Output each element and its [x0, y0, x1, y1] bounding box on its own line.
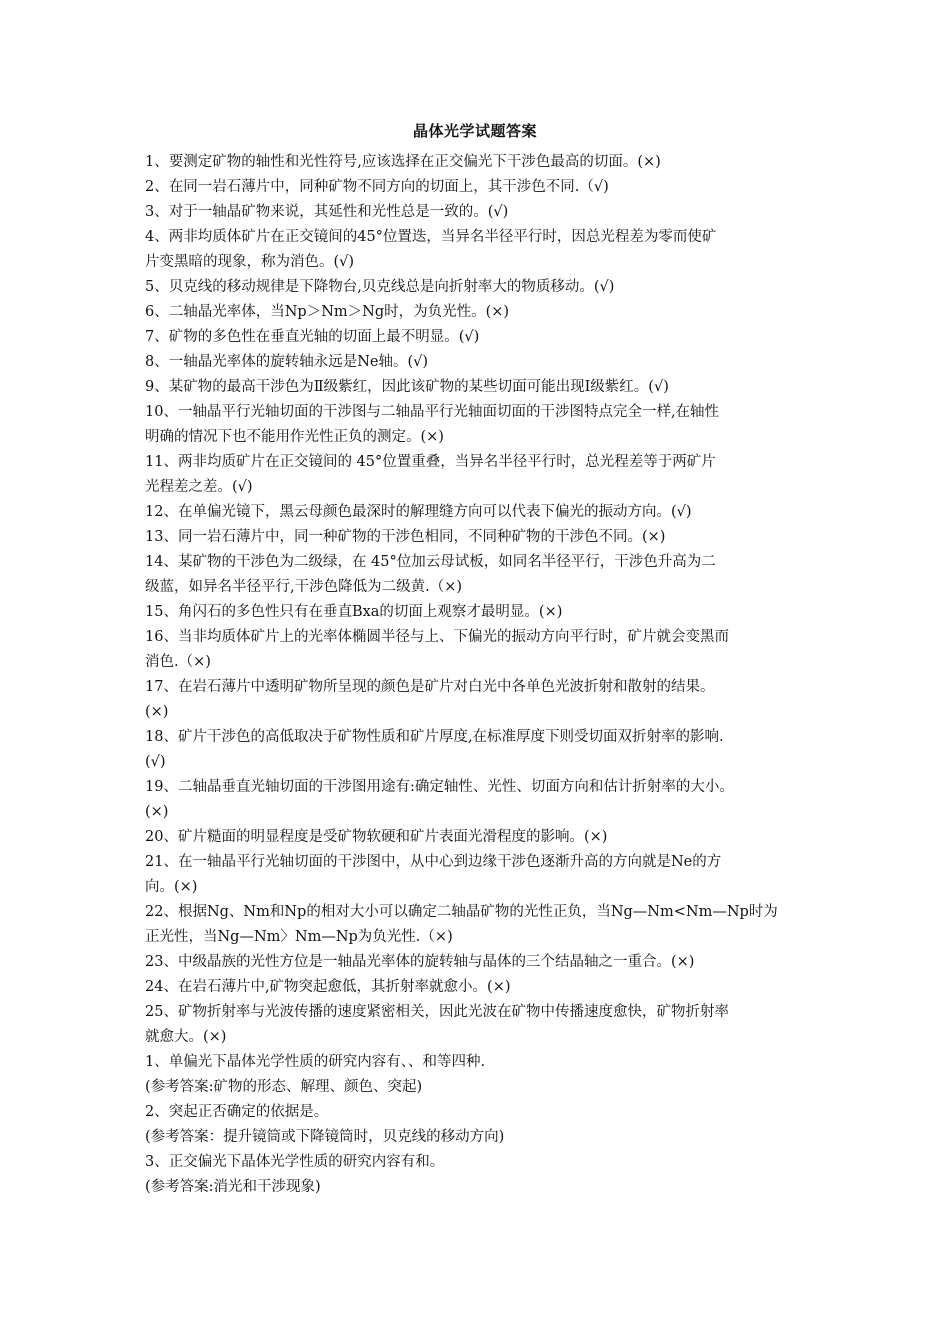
text-line: (参考答案:矿物的形态、解理、颜色、突起): [145, 1079, 423, 1095]
text-line: 24、在岩石薄片中,矿物突起愈低，其折射率就愈小。(×): [145, 979, 511, 995]
text-line: 明确的情况下也不能用作光性正负的测定。(×): [145, 429, 444, 445]
text-line: 18、矿片干涉色的高低取决于矿物性质和矿片厚度,在标准厚度下则受切面双折射率的影响.: [145, 729, 724, 745]
text-line: 14、某矿物的干涉色为二级绿，在 45°位加云母试板，如同名半径平行，干涉色升高为二: [145, 554, 716, 570]
text-line: 消色.（×): [145, 654, 211, 670]
text-line: 就愈大。(×): [145, 1029, 227, 1045]
text-line: 6、二轴晶光率体，当Np＞Nm＞Ng时，为负光性。(×): [145, 304, 510, 320]
text-line: 16、当非均质体矿片上的光率体椭圆半径与上、下偏光的振动方向平行时，矿片就会变黑而: [145, 629, 729, 645]
text-line: (参考答案：提升镜筒或下降镜筒时，贝克线的移动方向): [145, 1129, 505, 1145]
text-line: 级蓝，如异名半径平行,干涉色降低为二级黄.（×): [145, 579, 463, 595]
text-line: 8、一轴晶光率体的旋转轴永远是Ne轴。(√): [145, 354, 429, 370]
text-line: (√): [145, 754, 166, 770]
text-line: 1、要测定矿物的轴性和光性符号,应该选择在正交偏光下干涉色最高的切面。(×): [145, 154, 661, 170]
text-line: 片变黑暗的现象，称为消色。(√): [145, 254, 355, 270]
text-line: 向。(×): [145, 879, 198, 895]
text-line: 17、在岩石薄片中透明矿物所呈现的颜色是矿片对白光中各单色光波折射和散射的结果。: [145, 679, 715, 695]
text-line: 3、对于一轴晶矿物来说，其延性和光性总是一致的。(√): [145, 204, 509, 220]
text-line: 11、两非均质矿片在正交镜间的 45°位置重叠，当异名半径平行时，总光程差等于两矿片: [145, 454, 716, 470]
text-line: 正光性，当Ng—Nm〉Nm—Np为负光性.（×): [145, 929, 453, 945]
text-line: 13、同一岩石薄片中，同一种矿物的干涉色相同，不同种矿物的干涉色不同。(×): [145, 529, 666, 545]
text-line: 23、中级晶族的光性方位是一轴晶光率体的旋转轴与晶体的三个结晶轴之一重合。(×): [145, 954, 695, 970]
text-line: 9、某矿物的最高干涉色为Ⅱ级紫红，因此该矿物的某些切面可能出现Ⅰ级紫红。(√): [145, 379, 669, 395]
text-line: 2、突起正否确定的依据是。: [145, 1104, 329, 1120]
text-line: 10、一轴晶平行光轴切面的干涉图与二轴晶平行光轴面切面的干涉图特点完全一样,在轴性: [145, 404, 720, 420]
text-line: 2、在同一岩石薄片中，同种矿物不同方向的切面上，其干涉色不同.（√): [145, 179, 609, 195]
text-line: (×): [145, 804, 169, 820]
text-line: 7、矿物的多色性在垂直光轴的切面上最不明显。(√): [145, 329, 480, 345]
document-title: 晶体光学试题答案: [412, 122, 537, 140]
text-line: 3、正交偏光下晶体光学性质的研究内容有和。: [145, 1154, 445, 1170]
text-line: 12、在单偏光镜下，黑云母颜色最深时的解理缝方向可以代表下偏光的振动方向。(√): [145, 504, 692, 520]
text-line: 4、两非均质体矿片在正交镜间的45°位置迭，当异名半径平行时，因总光程差为零而使矿: [145, 229, 717, 245]
text-line: 15、角闪石的多色性只有在垂直Bxa的切面上观察才最明显。(×): [145, 604, 563, 620]
text-line: 25、矿物折射率与光波传播的速度紧密相关，因此光波在矿物中传播速度愈快，矿物折射率: [145, 1004, 729, 1020]
text-line: 1、单偏光下晶体光学性质的研究内容有、、和等四种.: [145, 1054, 486, 1070]
text-line: 19、二轴晶垂直光轴切面的干涉图用途有:确定轴性、光性、切面方向和估计折射率的大小。: [145, 779, 734, 795]
text-line: 22、根据Ng、Nm和Np的相对大小可以确定二轴晶矿物的光性正负，当Ng—Nm<Nm—Np时为: [145, 904, 778, 920]
text-line: 5、贝克线的移动规律是下降物台,贝克线总是向折射率大的物质移动。(√): [145, 279, 615, 295]
text-line: 光程差之差。(√): [145, 479, 253, 495]
answer-list: [145, 150, 815, 1200]
text-line: (参考答案:消光和干涉现象): [145, 1179, 321, 1195]
text-line: 21、在一轴晶平行光轴切面的干涉图中，从中心到边缘干涉色逐渐升高的方向就是Ne的方: [145, 854, 722, 870]
text-line: (×): [145, 704, 169, 720]
text-line: 20、矿片糙面的明显程度是受矿物软硬和矿片表面光滑程度的影响。(×): [145, 829, 608, 845]
